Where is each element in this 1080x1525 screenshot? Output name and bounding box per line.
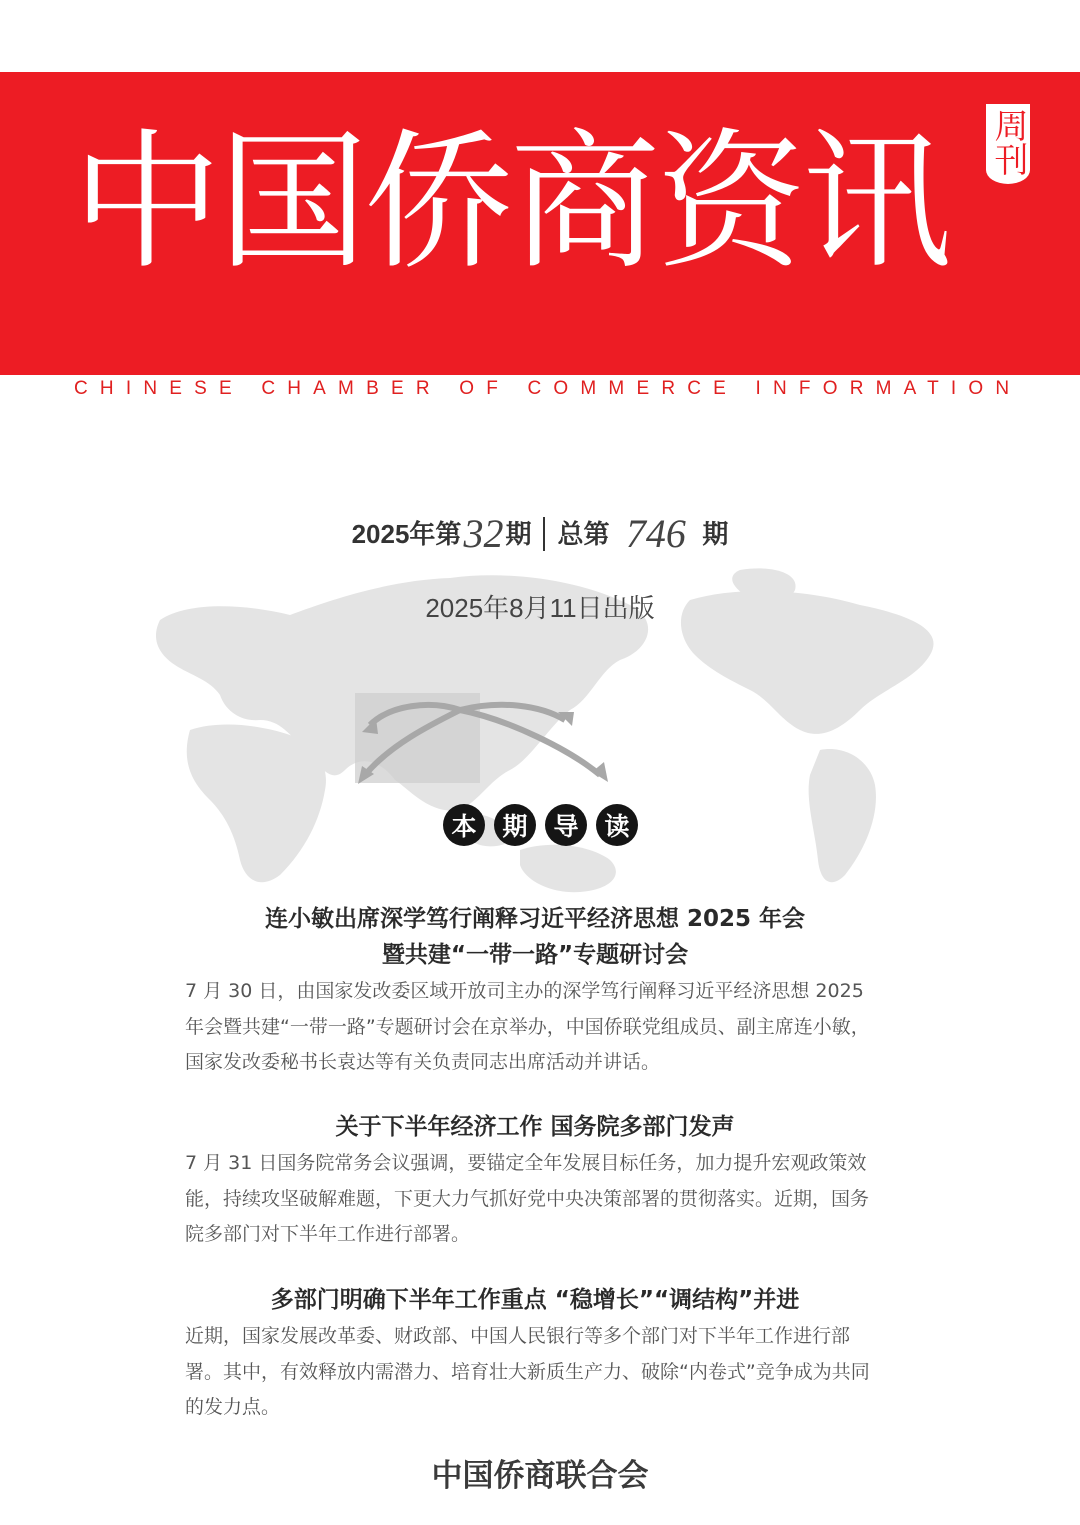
masthead-title: 中国侨商资讯: [72, 116, 949, 290]
total-issue-number: 746: [625, 511, 686, 556]
article-summary: [185, 901, 885, 1081]
intro-heading: [443, 804, 638, 848]
issue-year-prefix: 2025年第: [351, 519, 462, 549]
article-body: 近期，国家发展改革委、财政部、中国人民银行等多个部门对下半年工作进行部署。其中，有效释放内需潜力、培育壮大新质生产力、破除“内卷式”竞争成为共同的发力点。: [185, 1325, 870, 1418]
issue-suffix: 期: [505, 519, 532, 549]
article-title: 关于下半年经济工作 国务院多部门发声: [335, 1114, 735, 1140]
intro-heading-char: 导: [545, 804, 587, 846]
weekly-seal: [986, 104, 1030, 184]
article-title: 连小敏出席深学笃行阐释习近平经济思想 2025 年会: [264, 906, 806, 932]
article-summary: [185, 1282, 885, 1426]
article-body: 7 月 31 日国务院常务会议强调，要锚定全年发展目标任务，加力提升宏观政策效能，持续攻坚破解难题，下更大力气抓好党中央决策部署的贯彻落实。近期，国务院多部门对下半年工作进行部署。: [185, 1152, 870, 1245]
total-prefix: 总第: [557, 519, 610, 549]
publish-date: 2025年8月11日出版: [425, 593, 655, 623]
issue-info: [0, 510, 1080, 557]
article-title: 多部门明确下半年工作重点 “稳增长”“调结构”并进: [270, 1287, 800, 1313]
intro-heading-char: 读: [596, 804, 638, 846]
weekly-seal-text: 周刊: [988, 108, 1028, 176]
total-suffix: 期: [702, 519, 729, 549]
article-title-line2: 暨共建“一带一路”专题研讨会: [381, 942, 689, 968]
issue-separator: [543, 517, 545, 551]
article-summary: [185, 1109, 885, 1253]
intro-heading-char: 本: [443, 804, 485, 846]
footer-organization: 中国侨商联合会: [431, 1458, 649, 1494]
issue-number: 32: [463, 511, 504, 556]
masthead-subtitle-en: CHINESE CHAMBER OF COMMERCE INFORMATION: [74, 378, 1022, 399]
article-body: 7 月 30 日，由国家发改委区域开放司主办的深学笃行阐释习近平经济思想 2025 年会暨共建“一带一路”专题研讨会在京举办，中国侨联党组成员、副主席连小敏，国家发改委秘书长袁达等有关负责同志出席活动并讲话。: [185, 980, 870, 1073]
intro-heading-char: 期: [494, 804, 536, 846]
